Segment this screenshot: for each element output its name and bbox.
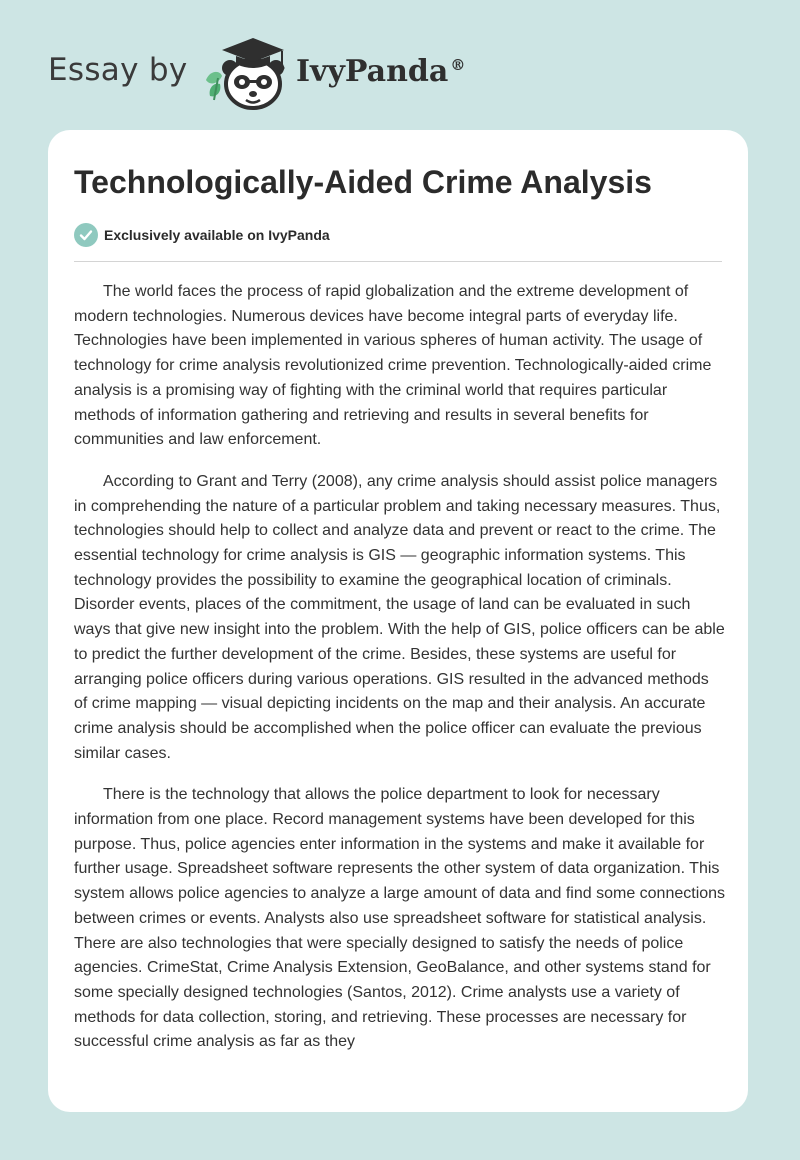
site-header [48,34,508,114]
exclusive-badge-label: Exclusively available on IvyPanda [104,227,330,243]
ivypanda-brand[interactable] [296,54,465,89]
exclusive-badge [74,223,330,247]
page-title: Technologically-Aided Crime Analysis [74,164,652,200]
essay-body [74,280,726,1072]
essay-card [48,130,748,1112]
title-divider [74,261,722,262]
essay-paragraph-3: There is the technology that allows the police department to look for necessary information from one place. Record management systems have been developed for this purpose. Thus, police agencies enter information in the systems and make it available for further usage. Spreadsheet software represents the other system of data organization. This system allows police agencies to analyze a large amount of data and find some connections between crimes or events. Analysts also use spreadsheet software for statistical analysis. There are also technologies that were specially designed to satisfy the needs of police agencies. CrimeStat, Crime Analysis Extension, GeoBalance, and other systems stand for some specially designed technologies (Santos, 2012). Crime analysts use a variety of methods for data collection, storing, and retrieving. These processes are necessary for successful crime analysis as far as they [74,786,726,1051]
brand-name-text: IvyPanda [296,54,449,89]
registered-mark: ® [450,56,466,74]
panda-graduation-cap-icon[interactable] [200,34,292,110]
essay-paragraph-1: The world faces the process of rapid globalization and the extreme development of modern technologies. Numerous devices have become integral parts of everyday life. Technologies have been implemented in various spheres of human activity. The usage of technology for crime analysis revolutionized crime prevention. Technologically-aided crime analysis is a promising way of fighting with the criminal world that requires particular methods of information gathering and retrieving and results in several benefits for communities and law enforcement. [74,283,712,449]
essay-paragraph-2: According to Grant and Terry (2008), any crime analysis should assist police managers in comprehending the nature of a particular problem and taking necessary measures. Thus, technologies should help to collect and analyze data and prevent or react to the crime. The essential technology for crime analysis is GIS — geographic information systems. This technology provides the possibility to examine the geographical location of criminals. Disorder events, places of the commitment, the usage of land can be evaluated in such ways that give new insight into the problem. With the help of GIS, police officers can be able to predict the further development of the crime. Besides, these systems are useful for arranging police officers during various operations. GIS resulted in the advanced methods of crime mapping — visual depicting incidents on the map and their analysis. An accurate crime analysis should be accomplished when the police officer can evaluate the previous similar cases. [74,472,725,762]
essay-by-label: Essay by [48,52,188,88]
check-circle-icon [74,223,98,247]
